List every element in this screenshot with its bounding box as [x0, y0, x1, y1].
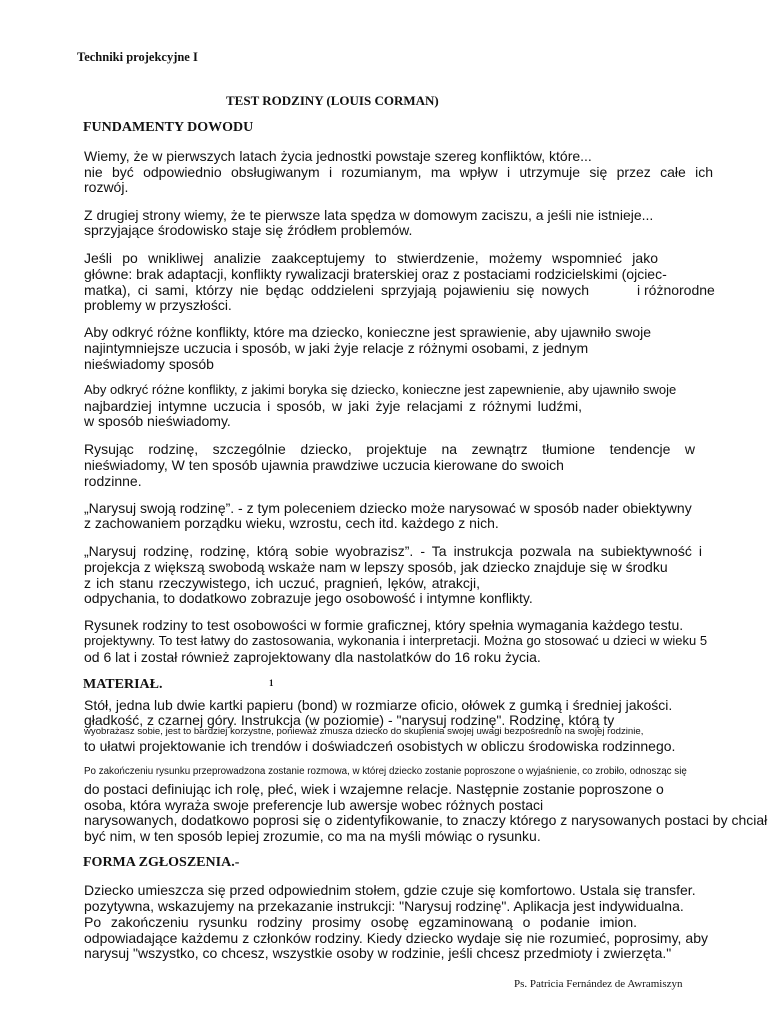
paragraph-line: wyobrażasz sobie, jest to bardziej korzystne, ponieważ zmusza dziecko do skupienia swojej uwagi bezpośrednio na swojej rodzinie, — [84, 726, 644, 737]
paragraph-line: to ułatwi projektowanie ich trendów i doświadczeń osobistych w obliczu środowiska rodzinnego. — [84, 738, 676, 754]
paragraph-line: najbardziej intymne uczucia i sposób, w jaki żyje relacjami z różnymi ludźmi, — [84, 398, 582, 414]
paragraph-line: w sposób nieświadomy. — [84, 413, 231, 429]
section-heading-material: MATERIAŁ. — [83, 677, 163, 692]
paragraph-line: Stół, jedna lub dwie kartki papieru (bond) w rozmiarze oficio, ołówek z gumką i średniej jakości. — [84, 697, 673, 713]
footnote-mark: 1 — [269, 678, 274, 688]
paragraph-line: projekcja z większą swobodą wskaże nam w lepszy sposób, jak dziecko znajduje się w środku — [84, 559, 668, 575]
paragraph-line: być nim, w ten sposób lepiej zrozumie, co ma na myśli mówiąc o rysunku. — [84, 828, 541, 844]
paragraph-line: Dziecko umieszcza się przed odpowiednim stołem, gdzie czuje się komfortowo. Ustala się transfer. — [84, 882, 696, 898]
paragraph-line: Aby odkryć różne konflikty, z jakimi boryka się dziecko, konieczne jest zapewnienie, aby ujawniło swoje — [84, 382, 677, 397]
section-heading-fundamenty: FUNDAMENTY DOWODU — [83, 120, 254, 135]
paragraph-line: Z drugiej strony wiemy, że te pierwsze lata spędza w domowym zaciszu, a jeśli nie istnieje... — [84, 207, 654, 223]
paragraph-line: Wiemy, że w pierwszych latach życia jednostki powstaje szereg konfliktów, które... — [84, 148, 592, 164]
paragraph-line: gładkość, z czarnej góry. Instrukcja (w poziomie) - "narysuj rodzinę". Rodzinę, którą ty — [84, 712, 615, 728]
paragraph-line: matka), ci sami, którzy nie będąc oddzieleni sprzyjają pojawieniu się nowych — [84, 282, 589, 298]
author-signature: Ps. Patricia Fernández de Awramiszyn — [514, 978, 683, 990]
paragraph-line: nie być odpowiednio obsługiwanym i rozumianym, ma wpływ i utrzymuje się przez całe ich — [84, 164, 713, 180]
paragraph-line: odpychania, to dodatkowo zobrazuje jego osobowość i intymne konflikty. — [84, 590, 533, 606]
paragraph-line: sprzyjające środowisko staje się źródłem problemów. — [84, 222, 413, 238]
paragraph-line: z ich stanu rzeczywistego, ich uczuć, pragnień, lęków, atrakcji, — [84, 575, 480, 591]
paragraph-line: Jeśli po wnikliwej analizie zaakceptujemy to stwierdzenie, możemy wspomnieć jako — [84, 250, 658, 266]
paragraph-line: rozwój. — [84, 179, 129, 195]
paragraph-line: „Narysuj swoją rodzinę”. - z tym poleceniem dziecko może narysować w sposób nader obiektywny — [84, 500, 692, 516]
paragraph-line: z zachowaniem porządku wieku, wzrostu, cech itd. każdego z nich. — [84, 515, 499, 531]
paragraph-line: problemy w przyszłości. — [84, 297, 232, 313]
paragraph-line: projektywny. To test łatwy do zastosowania, wykonania i interpretacji. Można go stosować u dzieci w wieku 5 — [84, 633, 708, 648]
paragraph-line: i różnorodne — [637, 282, 715, 298]
paragraph-line: Rysunek rodziny to test osobowości w formie graficznej, który spełnia wymagania każdego testu. — [84, 617, 684, 633]
paragraph-line: nieświadomy sposób — [84, 356, 214, 372]
paragraph-line: rodzinne. — [84, 473, 142, 489]
paragraph-line: narysowanych, dodatkowo poprosi się o zidentyfikowanie, to znaczy którego z narysowanych postaci by chciał — [84, 812, 768, 828]
paragraph-line: najintymniejsze uczucia i sposób, w jaki żyje relacje z różnymi osobami, z jednym — [84, 340, 589, 356]
paragraph-line: główne: brak adaptacji, konflikty rywalizacji braterskiej oraz z postaciami rodzicielskimi (ojciec- — [84, 266, 667, 282]
paragraph-line: nieświadomy, W ten sposób ujawnia prawdziwe uczucia kierowane do swoich — [84, 457, 564, 473]
section-heading-forma: FORMA ZGŁOSZENIA.- — [83, 855, 240, 870]
paragraph-line: Po zakończeniu rysunku rodziny prosimy osobę egzaminowaną o podanie imion. — [84, 914, 637, 930]
paragraph-line: odpowiadające każdemu z członków rodziny. Kiedy dziecko wydaje się nie rozumieć, poprosimy, aby — [84, 930, 708, 946]
paragraph-line: narysuj "wszystko, co chcesz, wszystkie osoby w rodzinie, jeśli chcesz przedmioty i zwierzęta." — [84, 945, 672, 961]
paragraph-line: „Narysuj rodzinę, rodzinę, którą sobie wyobrazisz”. - Ta instrukcja pozwala na subiektywność i — [84, 543, 702, 559]
paragraph-line: do postaci definiując ich rolę, płeć, wiek i wzajemne relacje. Następnie zostanie poproszone o — [84, 781, 664, 797]
paragraph-line: Aby odkryć różne konflikty, które ma dziecko, konieczne jest sprawienie, aby ujawniło swoje — [84, 324, 651, 340]
paragraph-line: Rysując rodzinę, szczególnie dziecko, projektuje na zewnątrz tłumione tendencje w — [84, 441, 695, 457]
paragraph-line: Po zakończeniu rysunku przeprowadzona zostanie rozmowa, w której dziecko zostanie poproszone o wyjaśnienie, co zrobiło, odnosząc się — [84, 766, 687, 777]
document-title: TEST RODZINY (LOUIS CORMAN) — [226, 93, 439, 108]
paragraph-line: pozytywna, wskazujemy na przekazanie instrukcji: "Narysuj rodzinę". Aplikacja jest indywidualna. — [84, 898, 684, 914]
paragraph-line: od 6 lat i został również zaprojektowany dla nastolatków do 16 roku życia. — [84, 649, 541, 665]
paragraph-line: osoba, która wyraża swoje preferencje lub awersje wobec różnych postaci — [84, 797, 544, 813]
running-header: Techniki projekcyjne I — [77, 50, 198, 64]
